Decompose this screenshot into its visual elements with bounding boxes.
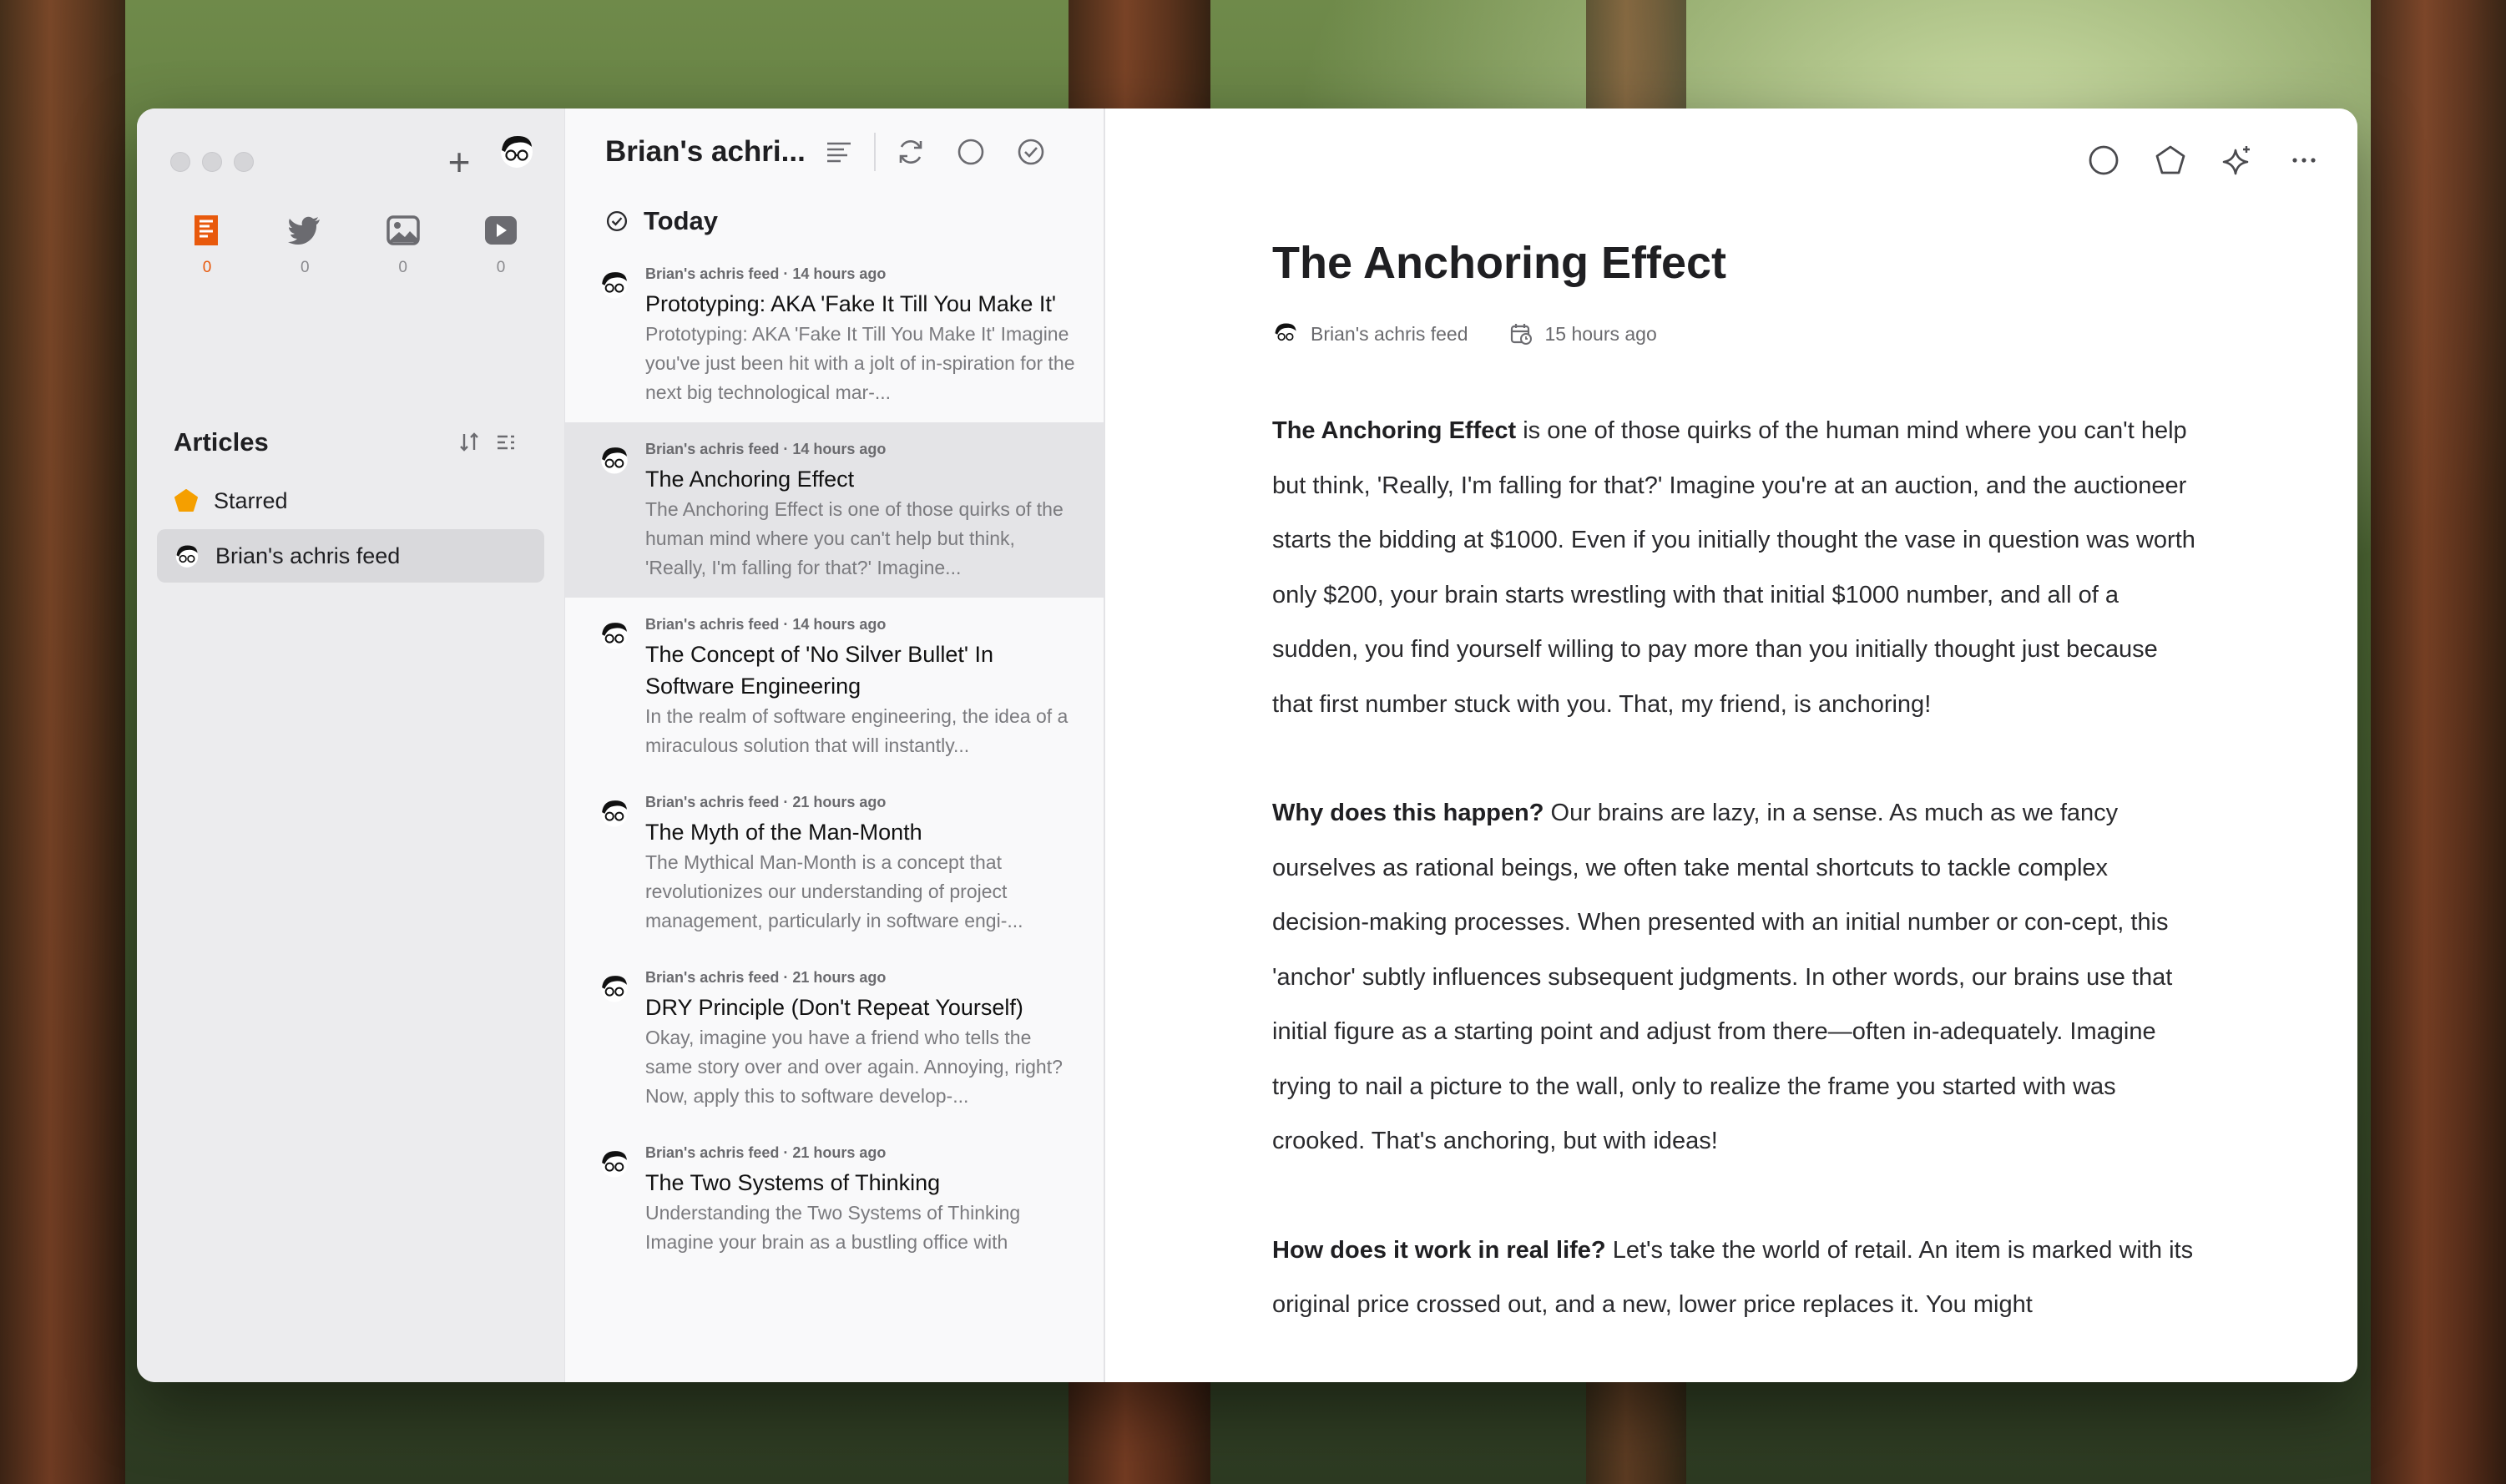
article-item[interactable] [565, 775, 1104, 951]
filter-button[interactable] [488, 424, 524, 461]
article-summary: Okay, imagine you have a friend who tells the same story over and over again. Annoying, right? Now, apply this to software develop-... [645, 1027, 1063, 1107]
article-time: 15 hours ago [1544, 322, 1657, 345]
article-meta: Brian's achris feed · 21 hours ago [645, 1144, 887, 1161]
article-item-selected[interactable] [565, 422, 1104, 598]
mark-all-read-button[interactable] [1001, 122, 1061, 182]
article-paragraph [1272, 1224, 2199, 1333]
star-outline-icon [2154, 144, 2187, 177]
article-summary: Understanding the Two Systems of Thinking Imagine your brain as a bustling office with [645, 1202, 1021, 1253]
article-byline [1272, 321, 1657, 347]
date-group-header [565, 195, 1104, 247]
profile-avatar[interactable] [498, 132, 536, 174]
article-item[interactable] [565, 247, 1104, 422]
sidebar-item-brians-feed[interactable] [157, 529, 544, 583]
article-paragraph [1272, 786, 2199, 1169]
article-feed-name[interactable]: Brian's achris feed [1311, 322, 1468, 345]
circle-icon [956, 137, 986, 167]
feed-avatar-icon [599, 972, 630, 1004]
avatar-icon [498, 132, 536, 170]
tab-articles[interactable] [170, 205, 244, 277]
social-count: 0 [301, 259, 310, 276]
article-title: The Anchoring Effect [645, 467, 855, 492]
feed-avatar-icon [599, 444, 630, 476]
article-title: DRY Principle (Don't Repeat Yourself) [645, 995, 1023, 1020]
paragraph-lead: The Anchoring Effect [1272, 417, 1517, 444]
sidebar-item-label: Brian's achris feed [215, 543, 401, 568]
articles-section-header [174, 424, 524, 461]
videos-count: 0 [496, 259, 506, 276]
article-meta: Brian's achris feed · 14 hours ago [645, 265, 887, 282]
more-icon [2287, 144, 2321, 177]
ai-summary-button[interactable] [2207, 130, 2267, 190]
article-paragraph [1272, 404, 2199, 732]
feed-avatar-icon [599, 797, 630, 829]
tab-social[interactable] [268, 205, 341, 277]
image-icon [387, 215, 420, 245]
sort-button[interactable] [451, 424, 488, 461]
sidebar-item-label: Starred [214, 487, 288, 513]
video-icon [484, 215, 518, 245]
reader-toolbar [2074, 130, 2334, 190]
check-circle-icon [605, 209, 629, 233]
twitter-icon [288, 216, 321, 245]
sort-icon [458, 432, 480, 453]
add-feed-button[interactable]: + [447, 140, 471, 184]
sidebar [137, 109, 564, 1382]
list-header [565, 109, 1104, 195]
article-meta: Brian's achris feed · 14 hours ago [645, 616, 887, 633]
zoom-window-button[interactable] [234, 152, 254, 172]
list-filter-icon [495, 432, 517, 453]
feed-avatar-icon [599, 619, 630, 651]
paragraph-lead: Why does this happen? [1272, 800, 1544, 826]
article-summary: The Mythical Man-Month is a concept that revolutionizes our understanding of project management, particularly in software engi-... [645, 851, 1023, 931]
feed-avatar-icon [599, 269, 630, 300]
article-item[interactable] [565, 1126, 1104, 1272]
sparkles-icon [2221, 144, 2254, 177]
sidebar-item-starred[interactable] [157, 474, 544, 527]
paragraph-text: Let's take the world of retail. An item is marked with its original price crossed out, and a new, lower price replaces it. You might [1272, 1236, 2194, 1318]
article-summary: In the realm of software engineering, the idea of a miraculous solution that will instantly... [645, 705, 1069, 756]
articles-count: 0 [202, 259, 212, 276]
article-item[interactable] [565, 598, 1104, 775]
article-title: The Myth of the Man-Month [645, 820, 922, 845]
circle-icon [2087, 144, 2120, 177]
article-body [1272, 404, 2199, 1382]
feed-avatar-icon [599, 1148, 630, 1179]
date-group-label: Today [644, 206, 718, 235]
tab-videos[interactable] [464, 205, 538, 277]
star-icon [174, 488, 199, 513]
content-type-tabs [170, 205, 538, 277]
article-summary: Prototyping: AKA 'Fake It Till You Make It' Imagine you've just been hit with a jolt of in-spiration for the next big technological mar-... [645, 323, 1075, 403]
app-window [137, 109, 2357, 1382]
article-heading: The Anchoring Effect [1272, 238, 1727, 288]
article-summary: The Anchoring Effect is one of those quirks of the human mind where you can't help but think, 'Really, I'm falling for that?' Imagine... [645, 498, 1064, 578]
section-title: Articles [174, 427, 269, 457]
article-icon [191, 214, 223, 247]
minimize-window-button[interactable] [202, 152, 222, 172]
tab-images[interactable] [366, 205, 440, 277]
window-controls [170, 152, 254, 172]
article-meta: Brian's achris feed · 21 hours ago [645, 794, 887, 810]
reader-pane [1105, 109, 2357, 1382]
mark-unread-button[interactable] [2074, 130, 2134, 190]
paragraph-text: is one of those quirks of the human mind where you can't help but think, 'Really, I'm falling for that?' Imagine you're at an auction, and the auctioneer starts the bidding at $1000. Even if you initially thought the vase in question was worth only $200, your brain starts wrestling with that initial $1000 number, and all of a sudden, you find yourself willing to pay more than you initially thought just because that first number stuck with you. That, my friend, is anchoring! [1272, 417, 2195, 718]
toolbar-divider [874, 133, 876, 171]
close-window-button[interactable] [170, 152, 190, 172]
feed-avatar-icon [174, 543, 200, 569]
paragraph-lead: How does it work in real life? [1272, 1236, 1606, 1264]
images-count: 0 [398, 259, 407, 276]
list-title: Brian's achri... [605, 135, 806, 168]
article-meta: Brian's achris feed · 21 hours ago [645, 969, 887, 986]
article-list-pane [564, 109, 1105, 1382]
calendar-clock-icon [1509, 322, 1533, 346]
article-item[interactable] [565, 951, 1104, 1126]
article-meta: Brian's achris feed · 14 hours ago [645, 441, 887, 457]
text-align-icon [826, 140, 852, 164]
check-circle-icon [1016, 137, 1046, 167]
article-title: The Two Systems of Thinking [645, 1170, 941, 1195]
more-options-button[interactable] [2274, 130, 2334, 190]
star-button[interactable] [2140, 130, 2200, 190]
layout-toggle-button[interactable] [809, 122, 869, 182]
mark-unread-filter-button[interactable] [941, 122, 1001, 182]
feed-avatar-icon [1272, 321, 1299, 347]
refresh-icon [896, 137, 926, 167]
article-title: The Concept of 'No Silver Bullet' In Software Engineering [645, 642, 994, 699]
paragraph-text: Our brains are lazy, in a sense. As much as we fancy ourselves as rational beings, we often take mental shortcuts to tackle complex decision-making processes. When presented with an initial number or con-cept, this 'anchor' subtly influences subsequent judgments. In other words, our brains use that initial figure as a starting point and adjust from there—often in-adequately. Imagine trying to nail a picture to the wall, only to realize the frame you started with was crooked. That's anchoring, but with ideas! [1272, 800, 2173, 1154]
refresh-button[interactable] [881, 122, 941, 182]
article-title: Prototyping: AKA 'Fake It Till You Make It' [645, 291, 1057, 316]
